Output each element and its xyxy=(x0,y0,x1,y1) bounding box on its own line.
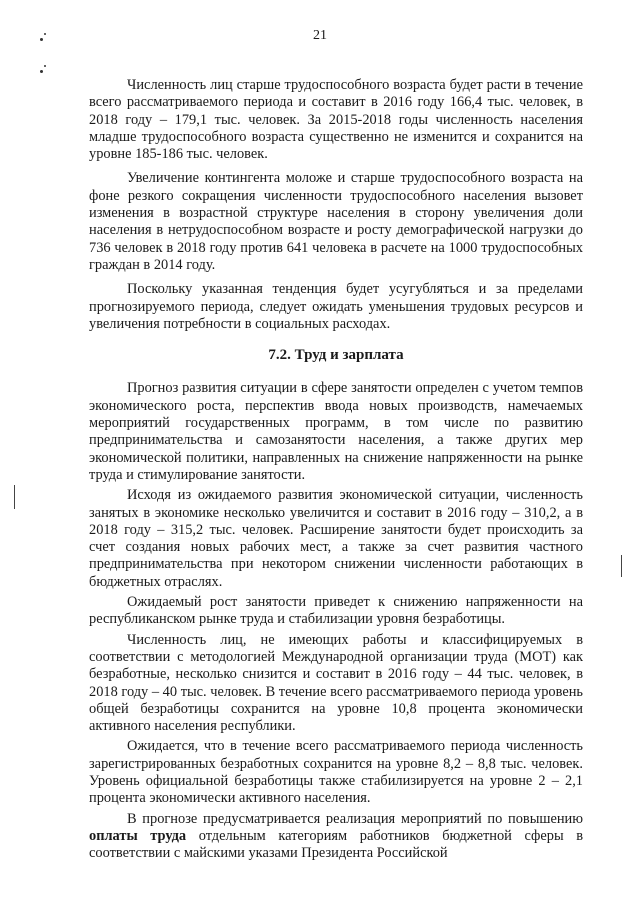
paragraph: Прогноз развития ситуации в сфере занятости определен с учетом темпов экономического роста, перспектив ввода новых производств, намечаемых мероприятий государственных программ, в том числе по развитию предпринимательства и самозанятости населения, а также других мер экономической политики, направленных на снижение напряженности на рынке труда и стимулирование занятости. xyxy=(89,380,583,483)
page-number: 21 xyxy=(313,28,327,43)
scan-mark xyxy=(621,555,622,577)
paragraph-text: В прогнозе предусматривается реализация мероприятий по повышению xyxy=(127,810,583,827)
scan-dot xyxy=(40,70,43,73)
paragraph-text: отдельным категориям работников бюджетной сферы в соответствии с майскими указами Президента Российской xyxy=(89,827,584,862)
scan-dot xyxy=(44,65,46,67)
paragraph-wages xyxy=(89,811,583,863)
bold-term: оплаты труда xyxy=(89,827,187,844)
paragraph: Ожидаемый рост занятости приведет к снижению напряженности на республиканском рынке труда и стабилизации уровня безработицы. xyxy=(89,594,583,628)
scan-mark xyxy=(14,485,15,509)
paragraph: Численность лиц старше трудоспособного возраста будет расти в течение всего рассматриваемого периода и составит в 2016 году 166,4 тыс. человек, в 2018 году – 179,1 тыс. человек. За 2015-2018 годы численность населения младше трудоспособного возраста существенно не изменится и сохранится на уровне 185-186 тыс. человек. xyxy=(89,77,583,163)
paragraph: Ожидается, что в течение всего рассматриваемого периода численность зарегистрированных безработных сохранится на уровне 8,2 – 8,8 тыс. человек. Уровень официальной безработицы также стабилизируется на уровне 2 – 2,1 процента экономически активного населения. xyxy=(89,738,583,807)
section-title: 7.2. Труд и зарплата xyxy=(268,347,404,364)
paragraph: Численность лиц, не имеющих работы и классифицируемых в соответствии с методологией Международной организации труда (МОТ) как безработные, несколько снизится и составит в 2016 году – 44 тыс. человек, в 2018 году – 40 тыс. человек. В течение всего рассматриваемого периода уровень общей безработицы сохранится на уровне 10,8 процента экономически активного населения республики. xyxy=(89,631,583,735)
paragraph: Увеличение контингента моложе и старше трудоспособного возраста на фоне резкого сокращения численности трудоспособного населения вызовет изменения в возрастной структуре населения в сторону увеличения доли населения в нетрудоспособном возрасте и росту демографической нагрузки до 736 человек в 2018 году против 641 человека в расчете на 1000 трудоспособных граждан в 2014 году. xyxy=(89,170,583,273)
document-body xyxy=(89,77,583,865)
paragraph: Исходя из ожидаемого развития экономической ситуации, численность занятых в экономике несколько увеличится и составит в 2016 году – 310,2, а в 2018 году – 315,2 тыс. человек. Расширение занятости будет происходить за счет создания новых рабочих мест, а также за счет развития частного предпринимательства при некотором снижении численности работающих в бюджетных отраслях. xyxy=(89,487,583,590)
paragraph: Поскольку указанная тенденция будет усугубляться и за пределами прогнозируемого периода, следует ожидать уменьшения трудовых ресурсов и увеличения потребности в социальных расходах. xyxy=(89,281,583,332)
